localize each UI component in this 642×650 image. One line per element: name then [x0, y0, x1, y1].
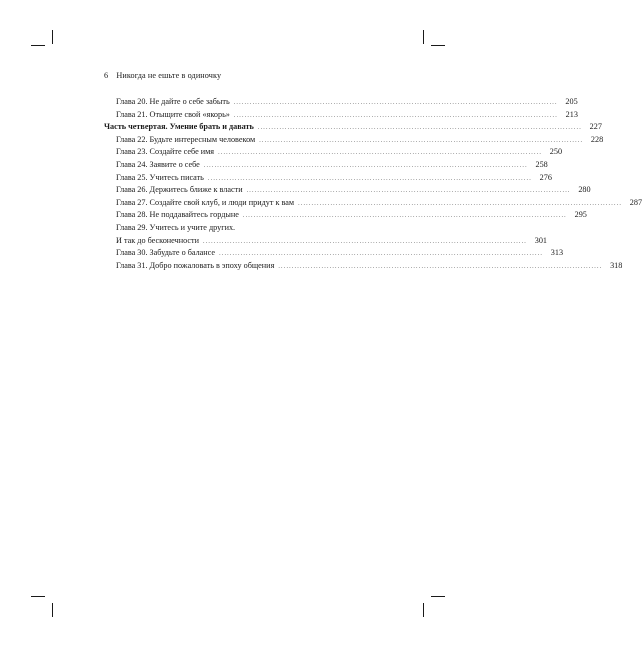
page-number: 6: [104, 71, 109, 80]
crop-mark-bottom-right-v: [423, 603, 424, 617]
toc-entry-title: Глава 22. Будьте интересным человеком: [116, 134, 256, 144]
toc-leader-dots: ........................................................................................................................: [257, 125, 582, 132]
toc-entry: [104, 147, 563, 160]
toc-leader-dots: ........................................................................................................................: [219, 251, 544, 258]
toc-entry: [104, 159, 548, 173]
toc-entry: [104, 197, 642, 211]
toc-entry-page: 227: [589, 122, 602, 132]
toc-leader-dots: ........................................................................................................................: [298, 200, 623, 207]
toc-entry: [104, 122, 602, 135]
toc-entry-title: Глава 28. Не поддавайтесь гордыне: [116, 210, 239, 220]
toc-entry-title: И так до бесконечности: [116, 235, 199, 245]
toc-leader-dots: ........................................................................................................................: [233, 112, 558, 119]
toc-leader-dots: ........................................................................................................................: [233, 100, 558, 106]
crop-mark-bottom-right-h: [431, 596, 445, 597]
toc-leader-dots: ........................................................................................................................: [242, 213, 567, 220]
crop-mark-top-left-v: [52, 30, 53, 44]
toc-leader-dots: ........................................................................................................................: [278, 263, 603, 270]
toc-entry-page: 250: [549, 147, 563, 157]
toc-entry-title: Глава 21. Отыщите свой «якорь»: [116, 109, 230, 119]
toc-entry-title: Глава 24. Заявите о себе: [116, 159, 200, 169]
toc-entry: [104, 235, 547, 249]
toc-entry-page: 313: [550, 248, 564, 258]
toc-entry: [104, 260, 623, 274]
toc-entry: [104, 210, 587, 223]
toc-entry: [104, 109, 578, 123]
toc-entry-title: Глава 31. Добро пожаловать в эпоху общения: [116, 260, 275, 270]
toc-entry-title: Часть четвертая. Умение брать и давать: [104, 122, 254, 132]
toc-entry: [104, 134, 604, 148]
toc-entry-page: 280: [578, 185, 591, 195]
toc-entry-page: 301: [534, 235, 547, 245]
toc-entry-page: 318: [610, 260, 623, 270]
toc-entry-title: Глава 23. Создайте себе имя: [116, 147, 215, 157]
toc-entry-title: Глава 30. Забудьте о балансе: [116, 248, 216, 258]
toc-leader-dots: ........................................................................................................................: [246, 188, 571, 195]
toc-entry-title: Глава 29. Учитесь и учите других.: [116, 222, 236, 232]
toc-entry-title: Глава 26. Держитесь ближе к власти: [116, 185, 243, 195]
running-header: [104, 71, 221, 80]
crop-mark-bottom-left-h: [31, 596, 45, 597]
crop-mark-top-left-h: [31, 45, 45, 46]
toc-entry-title: Глава 25. Учитесь писать: [116, 172, 204, 182]
toc-entry-page: 213: [565, 109, 578, 119]
crop-mark-top-right-h: [431, 45, 445, 46]
toc-entry-page: 287: [629, 197, 642, 207]
toc-entry-title: Глава 20. Не дайте о себе забыть: [116, 97, 230, 106]
toc-entry-title: Глава 27. Создайте свой клуб, и люди придут к вам: [116, 197, 295, 207]
running-title: Никогда не ешьте в одиночку: [116, 71, 222, 80]
toc-leader-dots: ........................................................................................................................: [203, 162, 528, 169]
toc-entry-page: 295: [574, 210, 587, 220]
toc-entry-page: 205: [565, 97, 578, 106]
toc-entry: [104, 223, 370, 236]
table-of-contents: [104, 97, 642, 273]
toc-leader-dots: ........................................................................................................................: [259, 137, 584, 144]
toc-entry-page: 258: [535, 159, 548, 169]
toc-entry-page: 228: [590, 134, 604, 144]
toc-entry: [104, 172, 552, 186]
toc-leader-dots: ........................................................................................................................: [218, 150, 543, 157]
toc-leader-dots: ........................................................................................................................: [203, 238, 527, 245]
toc-leader-dots: ........................................................................................................................: [207, 175, 532, 182]
toc-entry-page: 276: [539, 172, 552, 182]
crop-mark-bottom-left-v: [52, 603, 53, 617]
crop-mark-top-right-v: [423, 30, 424, 44]
toc-entry: [104, 97, 578, 110]
toc-entry: [104, 185, 591, 198]
toc-entry: [104, 248, 564, 261]
